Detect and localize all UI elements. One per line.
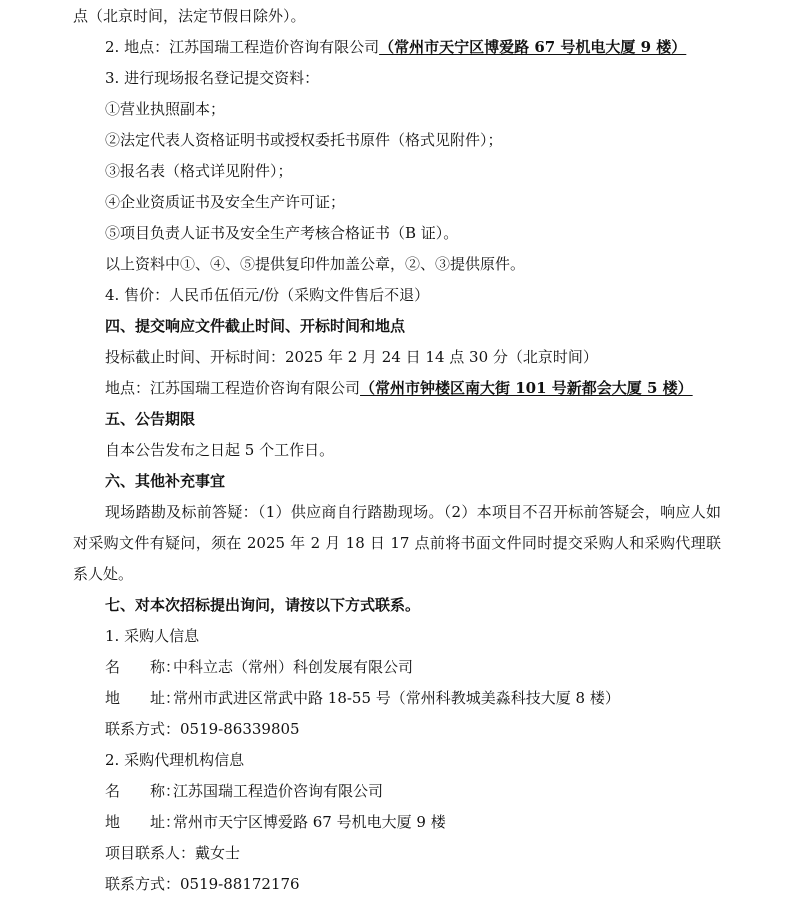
- registration-location-address: （常州市天宁区博爱路 67 号机电大厦 9 楼）: [379, 38, 687, 56]
- agency-name-line: [105, 781, 383, 801]
- deadline-line: 投标截止时间、开标时间：2025 年 2 月 24 日 14 点 30 分（北京时间）: [105, 348, 598, 366]
- registration-location-prefix: 2. 地点：江苏国瑞工程造价咨询有限公司: [105, 38, 380, 56]
- purchaser-info-title: 1. 采购人信息: [105, 627, 200, 645]
- bid-location-line: [105, 378, 693, 398]
- agency-address-label: 地 址：: [105, 813, 181, 831]
- section-heading-6: 六、其他补充事宜: [105, 472, 226, 490]
- agency-person-line: 项目联系人：戴女士: [105, 844, 241, 862]
- material-item-3: ③报名表（格式详见附件）；: [105, 162, 293, 180]
- bid-location-address: （常州市钟楼区南大街 101 号新都会大厦 5 楼）: [360, 379, 693, 397]
- agency-name-value: 江苏国瑞工程造价咨询有限公司: [173, 782, 384, 800]
- bid-location-prefix: 地点：江苏国瑞工程造价咨询有限公司: [105, 379, 361, 397]
- section-heading-5: 五、公告期限: [105, 410, 196, 428]
- purchaser-address-label: 地 址：: [105, 689, 181, 707]
- materials-intro: 3. 进行现场报名登记提交资料：: [105, 69, 320, 87]
- price-line: 4. 售价：人民币伍佰元/份（采购文件售后不退）: [105, 286, 430, 304]
- material-item-2: ②法定代表人资格证明书或授权委托书原件（格式见附件）；: [105, 131, 503, 149]
- purchaser-name-value: 中科立志（常州）科创发展有限公司: [173, 658, 414, 676]
- agency-name-label: 名 称：: [105, 782, 181, 800]
- section-heading-7: 七、对本次招标提出询问，请按以下方式联系。: [105, 596, 421, 614]
- purchaser-address-value: 常州市武进区常武中路 18-55 号（常州科教城美淼科技大厦 8 楼）: [173, 689, 620, 707]
- agency-address-line: [105, 812, 446, 832]
- purchaser-contact-line: 联系方式：0519-86339805: [105, 720, 300, 738]
- registration-location-line: [105, 37, 686, 57]
- notice-period-line: 自本公告发布之日起 5 个工作日。: [105, 441, 335, 459]
- material-item-4: ④企业资质证书及安全生产许可证；: [105, 193, 346, 211]
- agency-info-title: 2. 采购代理机构信息: [105, 751, 245, 769]
- purchaser-name-line: [105, 657, 413, 677]
- text-line-previous-continuation: 点（北京时间，法定节假日除外）。: [73, 7, 306, 25]
- purchaser-address-line: [105, 688, 620, 708]
- materials-note: 以上资料中①、④、⑤提供复印件加盖公章，②、③提供原件。: [105, 255, 526, 273]
- supplementary-paragraph: 现场踏勘及标前答疑：（1）供应商自行踏勘现场。（2）本项目不召开标前答疑会，响应人如对采购文件有疑问，须在 2025 年 2 月 18 日 17 点前将书面文件同时提交采购人和采购代理联系人处。: [73, 503, 721, 583]
- agency-address-value: 常州市天宁区博爱路 67 号机电大厦 9 楼: [173, 813, 446, 831]
- purchaser-name-label: 名 称：: [105, 658, 181, 676]
- agency-contact-line: 联系方式：0519-88172176: [105, 875, 300, 893]
- section-heading-4: 四、提交响应文件截止时间、开标时间和地点: [105, 317, 406, 335]
- material-item-5: ⑤项目负责人证书及安全生产考核合格证书（B 证）。: [105, 224, 459, 242]
- material-item-1: ①营业执照副本；: [105, 100, 226, 118]
